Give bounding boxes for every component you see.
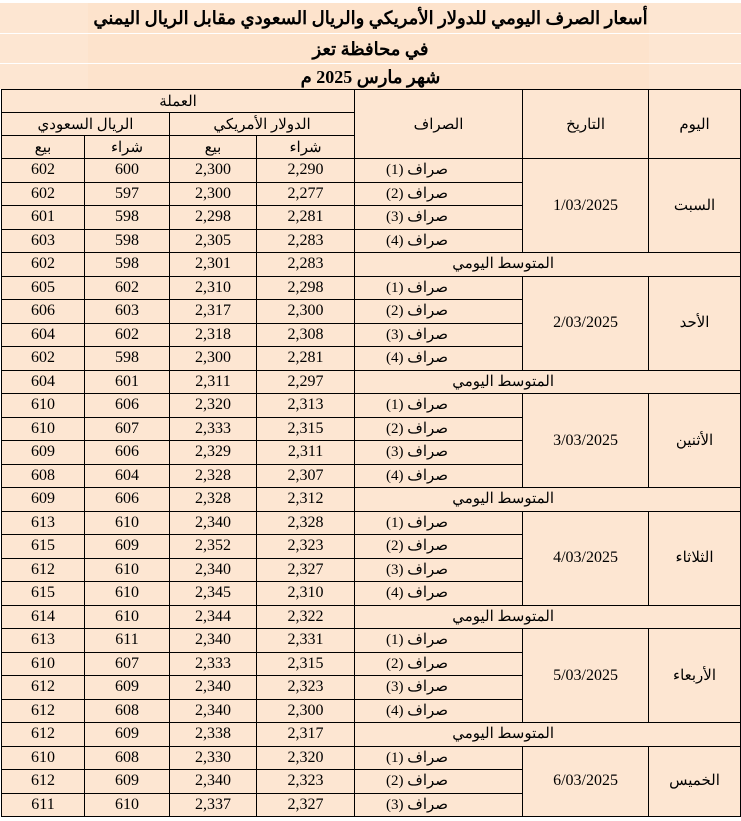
usd-buy-cell: 2,298 (257, 276, 355, 300)
average-sar-sell-cell: 609 (2, 488, 85, 512)
usd-buy-cell: 2,310 (257, 582, 355, 606)
average-usd-buy-cell: 2,297 (257, 370, 355, 394)
exchanger-cell: صراف (4) (355, 347, 523, 371)
average-usd-sell-cell: 2,328 (170, 488, 257, 512)
sar-buy-cell: 602 (85, 323, 170, 347)
sar-buy-cell: 609 (85, 535, 170, 559)
average-label: المتوسط اليومي (355, 253, 741, 277)
sar-sell-cell: 608 (2, 464, 85, 488)
sar-header: الريال السعودي (2, 113, 170, 136)
sar-buy-cell: 607 (85, 417, 170, 441)
usd-buy-cell: 2,315 (257, 652, 355, 676)
usd-sell-cell: 2,352 (170, 535, 257, 559)
sar-buy-cell: 603 (85, 300, 170, 324)
exchanger-header: الصراف (355, 90, 523, 159)
usd-sell-cell: 2,337 (170, 793, 257, 817)
sar-sell-cell: 606 (2, 300, 85, 324)
exchanger-cell: صراف (1) (355, 746, 523, 770)
sar-buy-cell: 610 (85, 511, 170, 535)
sar-sell-cell: 602 (2, 182, 85, 206)
table-row (2, 394, 741, 418)
exchanger-cell: صراف (2) (355, 535, 523, 559)
usd-sell-cell: 2,340 (170, 511, 257, 535)
governorate-band (0, 33, 741, 63)
average-row (2, 723, 741, 747)
sar-buy-cell: 609 (85, 770, 170, 794)
average-sar-buy-cell: 606 (85, 488, 170, 512)
average-sar-sell-cell: 602 (2, 253, 85, 277)
day-cell: الأحد (649, 276, 741, 370)
exchanger-cell: صراف (2) (355, 300, 523, 324)
exchanger-cell: صراف (1) (355, 159, 523, 183)
sar-buy-cell: 608 (85, 699, 170, 723)
usd-buy-cell: 2,323 (257, 676, 355, 700)
sar-buy-cell: 611 (85, 629, 170, 653)
usd-buy-cell: 2,320 (257, 746, 355, 770)
average-row (2, 488, 741, 512)
usd-buy-cell: 2,307 (257, 464, 355, 488)
exchanger-cell: صراف (2) (355, 652, 523, 676)
sar-sell-cell: 612 (2, 676, 85, 700)
usd-buy-cell: 2,281 (257, 347, 355, 371)
month-band (0, 63, 741, 89)
usd-sell-cell: 2,345 (170, 582, 257, 606)
usd-buy-cell: 2,313 (257, 394, 355, 418)
usd-buy-cell: 2,311 (257, 441, 355, 465)
sar-sell-cell: 615 (2, 582, 85, 606)
usd-sell-cell: 2,329 (170, 441, 257, 465)
usd-buy-cell: 2,300 (257, 300, 355, 324)
average-usd-buy-cell: 2,317 (257, 723, 355, 747)
sar-sell-cell: 603 (2, 229, 85, 253)
sar-buy-cell: 598 (85, 229, 170, 253)
exchanger-cell: صراف (1) (355, 629, 523, 653)
exchanger-cell: صراف (3) (355, 676, 523, 700)
average-label: المتوسط اليومي (355, 488, 741, 512)
usd-buy-cell: 2,328 (257, 511, 355, 535)
sar-sell-cell: 613 (2, 511, 85, 535)
sar-sell-cell: 612 (2, 699, 85, 723)
usd-sell-cell: 2,300 (170, 182, 257, 206)
average-sar-buy-cell: 609 (85, 723, 170, 747)
sar-sell-cell: 601 (2, 206, 85, 230)
exchanger-cell: صراف (4) (355, 229, 523, 253)
day-cell: الأثنين (649, 394, 741, 488)
usd-sell-cell: 2,340 (170, 770, 257, 794)
usd-buy-cell: 2,283 (257, 229, 355, 253)
average-usd-buy-cell: 2,312 (257, 488, 355, 512)
average-label: المتوسط اليومي (355, 723, 741, 747)
date-header: التاريخ (523, 90, 649, 159)
average-usd-buy-cell: 2,322 (257, 605, 355, 629)
sar-buy-cell: 606 (85, 441, 170, 465)
average-label: المتوسط اليومي (355, 370, 741, 394)
sar-sell-header: بيع (2, 136, 85, 159)
usd-sell-cell: 2,317 (170, 300, 257, 324)
average-sar-sell-cell: 604 (2, 370, 85, 394)
exchange-rate-table (1, 89, 741, 817)
average-usd-buy-cell: 2,283 (257, 253, 355, 277)
usd-sell-cell: 2,320 (170, 394, 257, 418)
sar-sell-cell: 602 (2, 159, 85, 183)
usd-sell-cell: 2,300 (170, 347, 257, 371)
sar-buy-cell: 598 (85, 347, 170, 371)
usd-sell-cell: 2,298 (170, 206, 257, 230)
usd-buy-cell: 2,323 (257, 770, 355, 794)
usd-buy-cell: 2,327 (257, 793, 355, 817)
page-title: أسعار الصرف اليومي للدولار الأمريكي والريال السعودي مقابل الريال اليمني (93, 8, 648, 28)
exchanger-cell: صراف (2) (355, 770, 523, 794)
usd-sell-cell: 2,340 (170, 629, 257, 653)
sar-buy-cell: 602 (85, 276, 170, 300)
sar-buy-cell: 606 (85, 394, 170, 418)
usd-sell-cell: 2,318 (170, 323, 257, 347)
sar-buy-cell: 610 (85, 793, 170, 817)
sar-buy-cell: 597 (85, 182, 170, 206)
sar-sell-cell: 604 (2, 323, 85, 347)
day-header: اليوم (649, 90, 741, 159)
usd-buy-cell: 2,281 (257, 206, 355, 230)
usd-sell-cell: 2,333 (170, 652, 257, 676)
table-row (2, 276, 741, 300)
usd-buy-cell: 2,290 (257, 159, 355, 183)
usd-buy-cell: 2,308 (257, 323, 355, 347)
exchanger-cell: صراف (2) (355, 182, 523, 206)
sar-sell-cell: 615 (2, 535, 85, 559)
day-cell: الخميس (649, 746, 741, 817)
month-label: شهر مارس 2025 م (300, 67, 441, 87)
sar-sell-cell: 610 (2, 417, 85, 441)
average-usd-sell-cell: 2,338 (170, 723, 257, 747)
usd-sell-cell: 2,305 (170, 229, 257, 253)
exchanger-cell: صراف (3) (355, 793, 523, 817)
usd-sell-cell: 2,310 (170, 276, 257, 300)
average-row (2, 605, 741, 629)
governorate-label: في محافظة تعز (312, 39, 429, 59)
average-usd-sell-cell: 2,344 (170, 605, 257, 629)
table-row (2, 746, 741, 770)
sar-sell-cell: 612 (2, 558, 85, 582)
sar-sell-cell: 610 (2, 652, 85, 676)
usd-buy-cell: 2,323 (257, 535, 355, 559)
usd-buy-cell: 2,300 (257, 699, 355, 723)
exchanger-cell: صراف (1) (355, 511, 523, 535)
usd-buy-cell: 2,327 (257, 558, 355, 582)
average-sar-sell-cell: 614 (2, 605, 85, 629)
usd-sell-cell: 2,340 (170, 676, 257, 700)
usd-buy-cell: 2,315 (257, 417, 355, 441)
exchanger-cell: صراف (3) (355, 206, 523, 230)
exchanger-cell: صراف (3) (355, 323, 523, 347)
table-row (2, 511, 741, 535)
sar-sell-cell: 605 (2, 276, 85, 300)
sar-sell-cell: 612 (2, 770, 85, 794)
usd-sell-cell: 2,328 (170, 464, 257, 488)
day-cell: الأربعاء (649, 629, 741, 723)
date-cell: 2/03/2025 (523, 276, 649, 370)
table-row (2, 629, 741, 653)
sar-buy-cell: 598 (85, 206, 170, 230)
table-row (2, 159, 741, 183)
average-sar-buy-cell: 601 (85, 370, 170, 394)
exchanger-cell: صراف (3) (355, 441, 523, 465)
sar-sell-cell: 610 (2, 746, 85, 770)
sar-sell-cell: 610 (2, 394, 85, 418)
exchanger-cell: صراف (2) (355, 417, 523, 441)
date-cell: 5/03/2025 (523, 629, 649, 723)
average-sar-buy-cell: 610 (85, 605, 170, 629)
exchanger-cell: صراف (3) (355, 558, 523, 582)
usd-sell-cell: 2,300 (170, 159, 257, 183)
usd-buy-cell: 2,331 (257, 629, 355, 653)
usd-sell-cell: 2,340 (170, 699, 257, 723)
exchanger-cell: صراف (4) (355, 582, 523, 606)
day-cell: الثلاثاء (649, 511, 741, 605)
usd-sell-cell: 2,330 (170, 746, 257, 770)
sar-buy-cell: 607 (85, 652, 170, 676)
usd-buy-cell: 2,277 (257, 182, 355, 206)
sar-sell-cell: 611 (2, 793, 85, 817)
title-band (0, 3, 741, 33)
sar-buy-cell: 610 (85, 558, 170, 582)
exchanger-cell: صراف (4) (355, 699, 523, 723)
date-cell: 3/03/2025 (523, 394, 649, 488)
average-sar-buy-cell: 598 (85, 253, 170, 277)
average-usd-sell-cell: 2,301 (170, 253, 257, 277)
usd-sell-header: بيع (170, 136, 257, 159)
average-row (2, 253, 741, 277)
usd-header: الدولار الأمريكي (170, 113, 355, 136)
average-row (2, 370, 741, 394)
sar-buy-cell: 609 (85, 676, 170, 700)
currency-header: العملة (2, 90, 355, 113)
sar-sell-cell: 602 (2, 347, 85, 371)
table-body (2, 159, 741, 817)
exchanger-cell: صراف (1) (355, 394, 523, 418)
sar-buy-cell: 604 (85, 464, 170, 488)
date-cell: 6/03/2025 (523, 746, 649, 817)
usd-sell-cell: 2,333 (170, 417, 257, 441)
average-label: المتوسط اليومي (355, 605, 741, 629)
usd-sell-cell: 2,340 (170, 558, 257, 582)
date-cell: 4/03/2025 (523, 511, 649, 605)
average-sar-sell-cell: 612 (2, 723, 85, 747)
exchanger-cell: صراف (4) (355, 464, 523, 488)
sar-buy-header: شراء (85, 136, 170, 159)
sar-sell-cell: 609 (2, 441, 85, 465)
sar-buy-cell: 608 (85, 746, 170, 770)
exchanger-cell: صراف (1) (355, 276, 523, 300)
date-cell: 1/03/2025 (523, 159, 649, 253)
average-usd-sell-cell: 2,311 (170, 370, 257, 394)
sar-buy-cell: 600 (85, 159, 170, 183)
sar-buy-cell: 610 (85, 582, 170, 606)
usd-buy-header: شراء (257, 136, 355, 159)
day-cell: السبت (649, 159, 741, 253)
sar-sell-cell: 613 (2, 629, 85, 653)
